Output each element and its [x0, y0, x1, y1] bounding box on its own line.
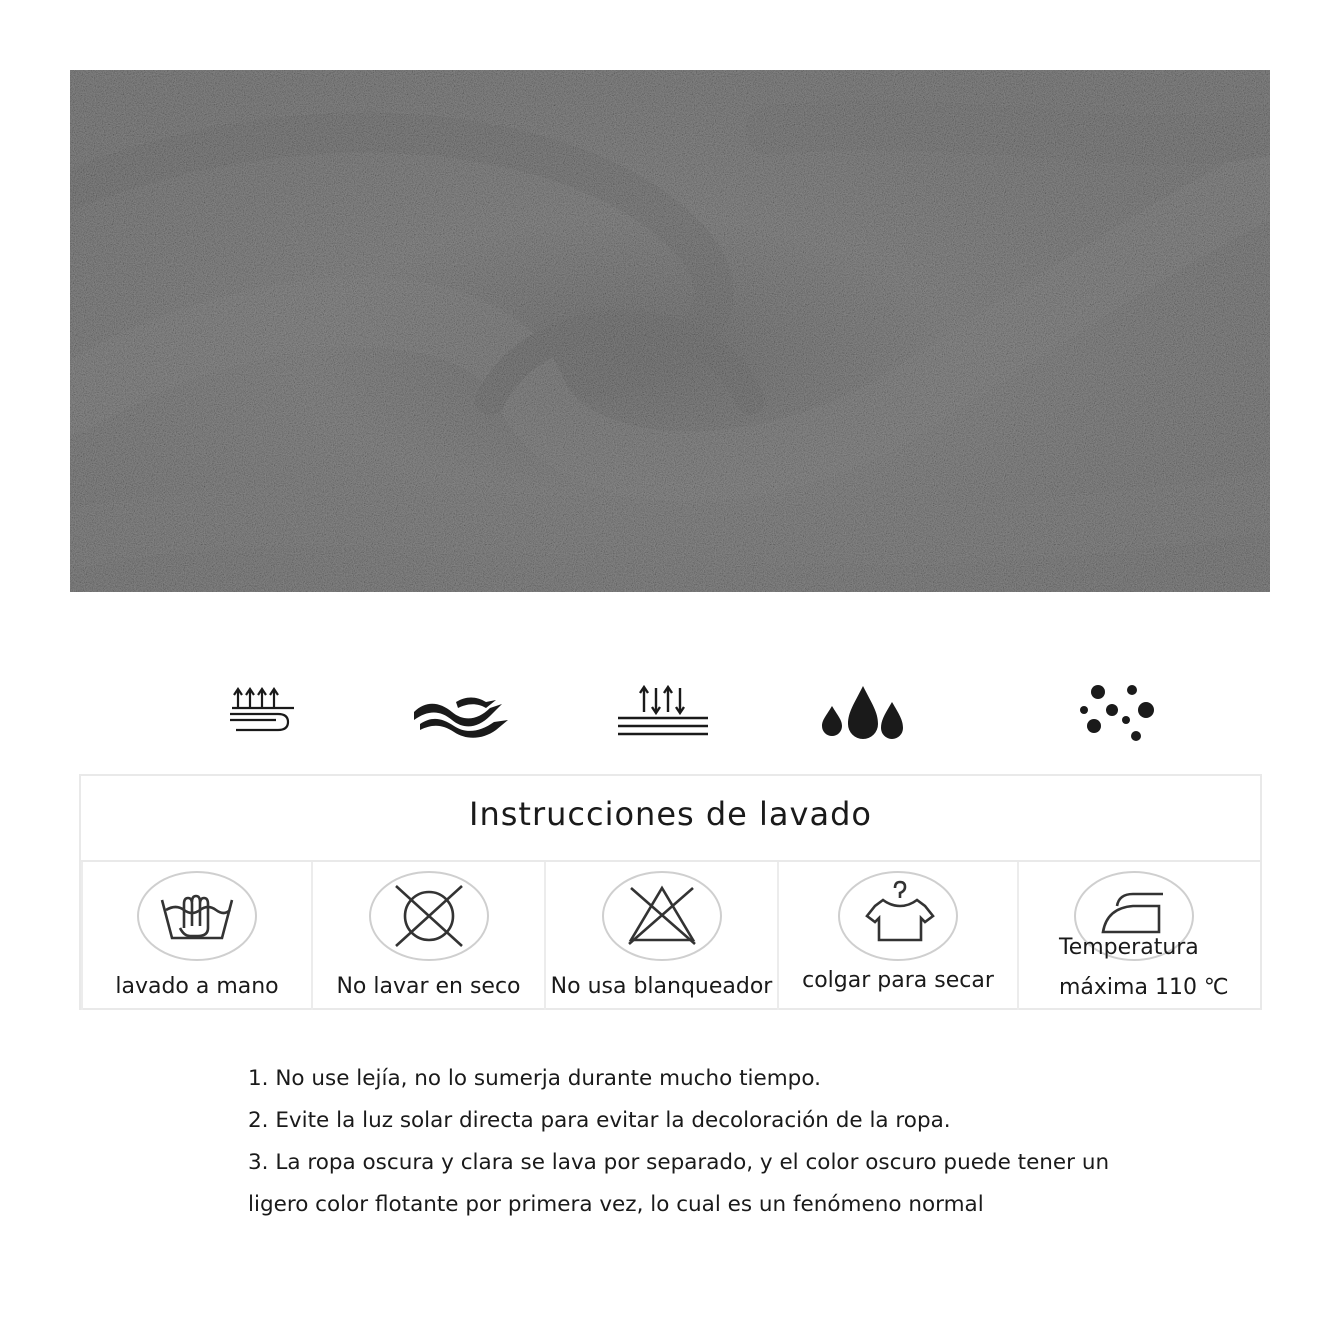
fabric-texture-image	[70, 70, 1270, 592]
hand-wash-icon	[136, 870, 258, 962]
moisture-wicking-icon	[198, 670, 328, 760]
note-item: 2. Evite la luz solar directa para evitar la decoloración de la ropa.	[248, 1108, 951, 1133]
care-label: No lavar en seco	[336, 974, 521, 999]
care-label-line: Temperatura	[1059, 935, 1199, 960]
quick-dry-drops-icon	[798, 670, 928, 760]
care-table-header	[81, 776, 1260, 862]
note-item: 1. No use lejía, no lo sumerja durante mucho tiempo.	[248, 1066, 821, 1091]
antibacterial-dots-icon	[1050, 670, 1180, 760]
no-bleach-icon	[601, 870, 723, 962]
care-label: colgar para secar	[802, 968, 994, 993]
care-cell-hand-wash	[81, 862, 311, 1010]
fabric-texture-photo	[70, 70, 1270, 592]
care-label-line: máxima 110 ℃	[1059, 975, 1229, 1000]
hang-dry-icon	[837, 870, 959, 962]
no-dry-clean-icon	[368, 870, 490, 962]
care-cell-iron	[1017, 862, 1262, 1010]
feature-icons-row	[160, 670, 1200, 760]
care-cell-hang-dry	[777, 862, 1017, 1010]
care-cell-no-bleach	[544, 862, 777, 1010]
care-notes	[248, 1058, 1128, 1226]
note-item: 3. La ropa oscura y clara se lava por separado, y el color oscuro puede tener un ligero color flotante por primera vez, lo cual es un fenómeno normal	[248, 1150, 1110, 1217]
wind-breathable-icon	[396, 670, 526, 760]
ventilation-icon	[598, 670, 728, 760]
care-label: lavado a mano	[115, 974, 279, 999]
care-cell-no-dry-clean	[311, 862, 544, 1010]
care-instructions-table	[79, 774, 1262, 1010]
care-table-title: Instrucciones de lavado	[469, 795, 872, 833]
care-label-iron	[1059, 928, 1262, 1008]
care-label: No usa blanqueador	[550, 974, 773, 999]
